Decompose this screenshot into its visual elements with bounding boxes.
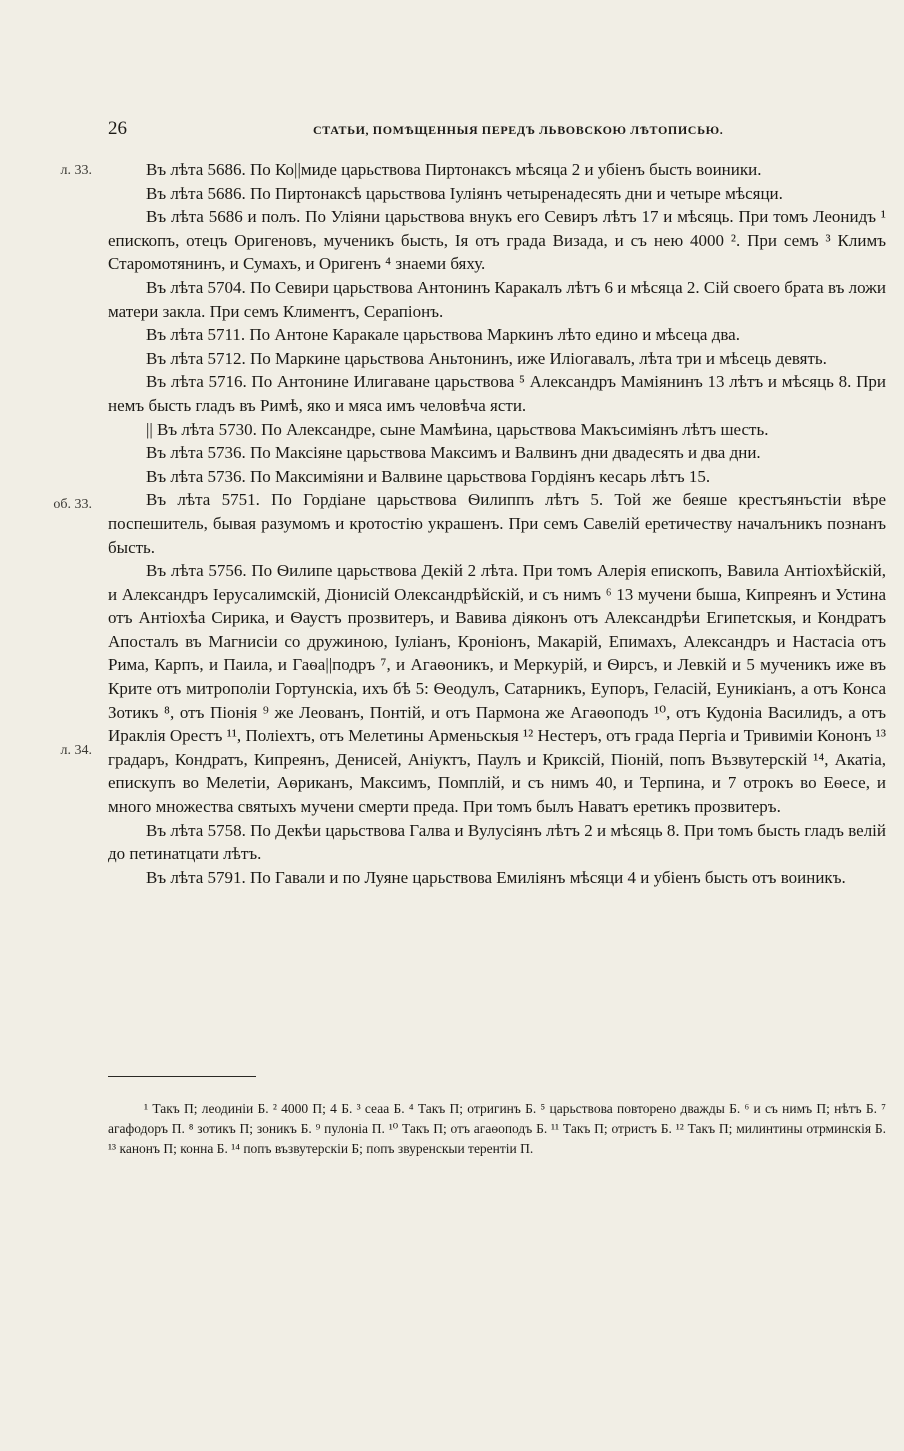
paragraph: || Въ лѣта 5730. По Александре, сыне Мамѣина, царьствова Макъсиміянъ лѣтъ шесть.: [146, 419, 769, 439]
paragraph: Въ лѣта 5686. По Пиртонаксѣ царьствова Іуліянъ четыренадесять дни и четыре мѣсяци.: [146, 183, 783, 203]
body-text: [108, 158, 886, 889]
margin-note-folio-33-verso: об. 33.: [53, 497, 92, 512]
paragraph: Въ лѣта 5791. По Гавали и по Луяне царьствова Емиліянъ мѣсяци 4 и убіенъ бысть отъ воиникъ.: [146, 867, 846, 887]
paragraph: Въ лѣта 5711. По Антоне Каракале царьствова Маркинъ лѣто едино и мѣсеца два.: [146, 325, 740, 345]
paragraph: Въ лѣта 5736. По Максиміяни и Валвине царьствова Гордіянъ кесарь лѣтъ 15.: [146, 466, 711, 486]
margin-note-folio-33: л. 33.: [60, 163, 92, 178]
paragraph: Въ лѣта 5756. По Ѳилипе царьствова Декій 2 лѣта. При томъ Алерія епископъ, Вавила Антіохѣйскій, и Александръ Іерусалимскій, Діонисій Олександрѣйскій, и съ нимъ ⁶ 13 мучени быша, Кипреянъ и Устина отъ Антіохѣа Сирика, и Ѳаустъ прозвитеръ, и Вавива діяконъ отъ Александрѣи Египетскыя, и Кондратъ Апосталъ въ Магнисіи со дружиною, Іуліанъ, Кроніонъ, Макарій, Епимахъ, Александръ и Настасіа отъ Рима, Карпъ, и Паила, и Гаѳа||подръ ⁷, и Агаѳоникъ, и Меркурій, и Ѳирсъ, и Левкій и 5 мученикъ иже въ Крите отъ митрополіи Гортунскіа, ихъ бѣ 5: Ѳеодулъ, Сатарникъ, Еупоръ, Геласій, Еуникіанъ, а отъ Конса Зотикъ ⁸, отъ Піонія ⁹ же Леованъ, Понтій, и отъ Пармона же Агаѳоподъ ¹⁰, отъ Кудоніа Василидъ, а отъ Ираклія Орестъ ¹¹, Поліехтъ, отъ Мелетины Арменьскыя ¹² Нестеръ, отъ града Пергіа и Тривимiи Кононъ ¹³ градаръ, Кондратъ, Кипреянъ, Денисей, Аніуктъ, Паулъ и Криксій, Піоній, попъ Възвутерскій ¹⁴, Акатіа, епискупъ во Мелетіи, Аѳриканъ, Максимъ, Помплій, и съ нимъ 40, и Терпина, и 7 отрокъ во Еѳесе, и много множества святыхъ мучени смерти преда. При томъ былъ Наватъ еретикъ прозвитеръ.: [108, 561, 886, 817]
footnotes: [108, 1099, 886, 1159]
footnote-divider: [108, 1076, 256, 1077]
paragraph: Въ лѣта 5758. По Декѣи царьствова Галва и Вулусіянъ лѣтъ 2 и мѣсяць 8. При томъ бысть гладъ велій до петинатцати лѣтъ.: [108, 820, 886, 864]
page-number: 26: [108, 118, 127, 139]
paragraph: Въ лѣта 5686. По Ко||миде царьствова Пиртонаксъ мѣсяца 2 и убіенъ бысть воиники.: [146, 160, 762, 179]
paragraph: Въ лѣта 5716. По Антонине Илигаване царьствова ⁵ Александръ Маміянинъ 13 лѣтъ и мѣсяць 8. При немъ бысть гладъ въ Римѣ, яко и мяса имъ человѣча ясти.: [108, 372, 886, 415]
footnote-block: ¹ Такъ П; леодиніи Б. ² 4000 П; 4 Б. ³ сеаа Б. ⁴ Такъ П; отригинъ Б. ⁵ царьствова повторено дважды Б. ⁶ и съ нимъ П; нѣтъ Б. ⁷ агафодоръ П. ⁸ зотикъ П; зоникъ Б. ⁹ пулоніа П. ¹⁰ Такъ П; отъ агаѳоподъ Б. ¹¹ Такъ П; отристъ Б. ¹² Такъ П; милинтины отрминскія Б. ¹³ канонъ П; конна Б. ¹⁴ попъ възвутерскіи Б; попъ звуренскыи терентіи П.: [108, 1101, 886, 1156]
running-title: СТАТЬИ, ПОМѢЩЕННЫЯ ПЕРЕДЪ ЛЬВОВСКОЮ ЛѢТОПИСЬЮ.: [313, 123, 724, 137]
page-header: [108, 118, 884, 144]
paragraph: Въ лѣта 5686 и полъ. По Уліяни царьствова внукъ его Севиръ лѣтъ 17 и мѣсяць. При томъ Леонидъ ¹ епископъ, отецъ Оригеновъ, мученикъ бысть, Ія отъ града Визада, и съ нею 4000 ². При семъ ³ Климъ Старомотянинъ, и Сумахъ, и Оригенъ ⁴ знаеми бяху.: [108, 207, 886, 274]
paragraph: Въ лѣта 5712. По Маркине царьствова Аньтонинъ, иже Иліогавалъ, лѣта три и мѣсець девять.: [146, 348, 827, 368]
paragraph: Въ лѣта 5736. По Максіяне царьствова Максимъ и Валвинъ дни двадесять и два дни.: [146, 443, 761, 463]
paragraph: Въ лѣта 5704. По Севири царьствова Антонинъ Каракалъ лѣтъ 6 и мѣсяца 2. Сій своего брата въ ложи матери закла. При семъ Климентъ, Серапіонъ.: [108, 277, 887, 321]
margin-note-folio-34: л. 34.: [60, 743, 92, 758]
paragraph: Въ лѣта 5751. По Гордіане царьствова Ѳилиппъ лѣтъ 5. Той же беяше крестъянъстіи вѣре поспешитель, бывая разумомъ и кротостію украшенъ. При семъ Савелій еретичеству началъникъ познанъ бысть.: [108, 490, 886, 557]
